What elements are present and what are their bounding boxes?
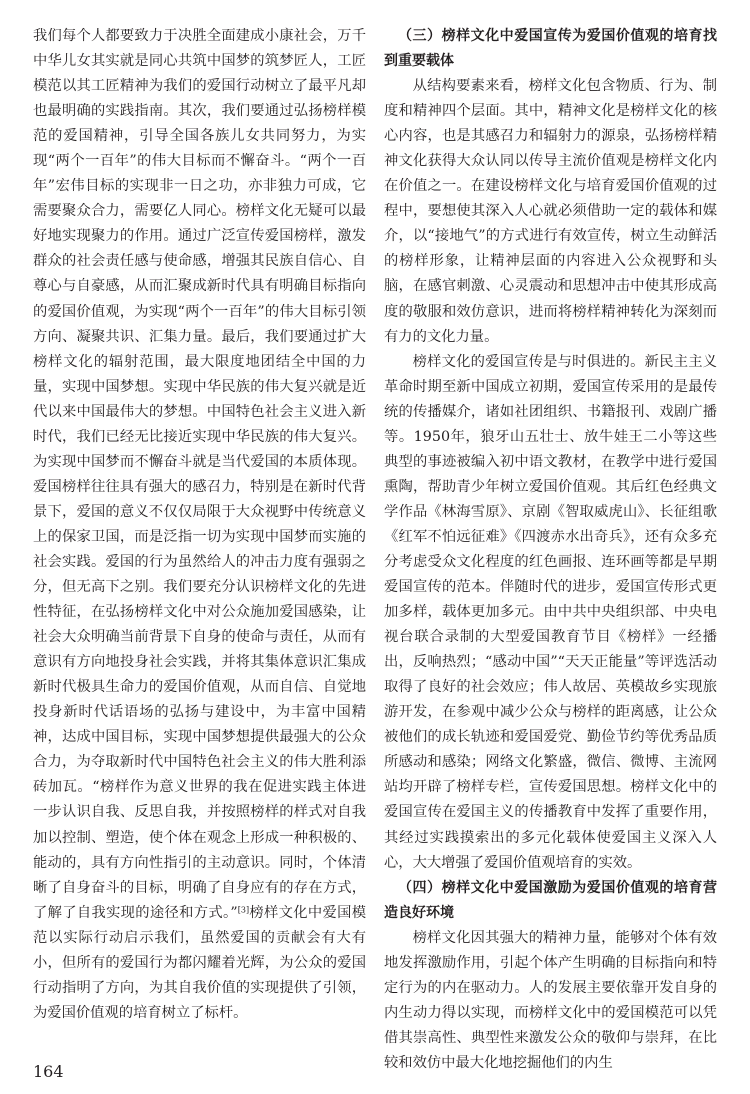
page-number: 164 (33, 1062, 64, 1081)
left-column (33, 24, 366, 1026)
right-column (384, 24, 717, 1076)
paragraph-text-part2: 榜样文化中爱国模范以实际行动启示我们，虽然爱国的贡献会有大有小，但所有的爱国行为都闪耀着光辉，为公众的爱国行动指明了方向，为其自我价值的实现提供了引领，为爱国价值观的培育树立了标杆。 (33, 904, 366, 1021)
section-heading-4: （四）榜样文化中爱国激励为爱国价值观的培育营造良好环境 (384, 879, 717, 921)
paragraph-text-part1: 我们每个人都要致力于决胜全面建成小康社会，万千中华儿女其实就是同心共筑中国梦的筑梦匠人，工匠模范以其工匠精神为我们的爱国行动树立了最平凡却也最明确的实践指南。其次，我们要通过弘扬榜样模范的爱国精神，引导全国各族儿女共同努力，为实现“两个一百年”的伟大目标而不懈奋斗。“两个一百年”宏伟目标的实现非一日之功，亦非独力可成，它需要聚众合力，需要亿人同心。榜样文化无疑可以最好地实现聚力的作用。通过广泛宣传爱国榜样，激发群众的社会责任感与使命感，增强其民族自信心、自尊心与自豪感，从而汇聚成新时代具有明确目标指向的爱国价值观，为实现“两个一百年”的伟大目标引领方向、凝聚共识、汇集力量。最后，我们要通过扩大榜样文化的辐射范围，最大限度地团结全中国的力量，实现中国梦想。实现中华民族的伟大复兴就是近代以来中国最伟大的梦想。中国特色社会主义进入新时代，我们已经无比接近实现中华民族的伟大复兴。为实现中国梦而不懈奋斗就是当代爱国的本质体现。爱国榜样往往具有强大的感召力，特别是在新时代背景下，爱国的意义不仅仅局限于大众视野中传统意义上的保家卫国，而是泛指一切为实现中国梦而实施的社会实践。爱国的行为虽然给人的冲击力度有强弱之分，但无高下之别。我们要充分认识榜样文化的先进性特征，在弘扬榜样文化中对公众施加爱国感染，让社会大众明确当前背景下自身的使命与责任，从而有意识有方向地投身社会实践，并将其集体意识汇集成新时代极具生命力的爱国价值观，从而自信、自觉地投身新时代话语场的弘扬与建设中，为丰富中国精神，达成中国目标，实现中国梦想提供最强大的公众合力，为夺取新时代中国特色社会主义的伟大胜利添砖加瓦。“榜样作为意义世界的我在促进实践主体进一步认识自我、反思自我，并按照榜样的样式对自我加以控制、塑造，使个体在观念上形成一种积极的、能动的，具有方向性指引的主动意识。同时，个体清晰了自身奋斗的目标，明确了自身应有的存在方式，了解了自我实现的途径和方式。” (33, 28, 366, 921)
section-heading-3: （三）榜样文化中爱国宣传为爱国价值观的培育找到重要载体 (384, 28, 717, 70)
citation-reference: [3] (237, 905, 250, 915)
paragraph-patriotic-publicity: 榜样文化的爱国宣传是与时俱进的。新民主主义革命时期至新中国成立初期，爱国宣传采用的是最传统的传播媒介，诸如社团组织、书籍报刊、戏剧广播等。1950年，狼牙山五壮士、放牛娃王二小等这些典型的事迹被编入初中语文教材，在教学中进行爱国熏陶，帮助青少年树立爱国价值观。其后红色经典文学作品《林海雪原》、京剧《智取威虎山》、长征组歌《红军不怕远征难》《四渡赤水出奇兵》，还有众多充分考虑受众文化程度的红色画报、连环画等都是早期爱国宣传的范本。伴随时代的进步，爱国宣传形式更加多样，载体更加多元。由中共中央组织部、中央电视台联合录制的大型爱国教育节目《榜样》一经播出，反响热烈；“感动中国”“天天正能量”等评选活动取得了良好的社会效应；伟人故居、英模故乡实现旅游开发，在参观中减少公众与榜样的距离感，让公众被他们的成长轨迹和爱国爱党、勤俭节约等优秀品质所感动和感染；网络文化繁盛，微信、微博、主流网站均开辟了榜样专栏，宣传爱国思想。榜样文化中的爱国宣传在爱国主义的传播教育中发挥了重要作用，其经过实践摸索出的多元化载体使爱国主义深入人心，大大增强了爱国价值观培育的实效。 (384, 353, 717, 871)
paragraph-continuation (33, 24, 366, 1026)
paragraph-structure-elements: 从结构要素来看，榜样文化包含物质、行为、制度和精神四个层面。其中，精神文化是榜样文化的核心内容，也是其感召力和辐射力的源泉，弘扬榜样精神文化获得大众认同以传导主流价值观是榜样文化内在价值之一。在建设榜样文化与培育爱国价值观的过程中，要想使其深入人心就必须借助一定的载体和媒介，以“接地气”的方式进行有效宣传，树立生动鲜活的榜样形象，让精神层面的内容进入公众视野和头脑，在感官刺激、心灵震动和思想冲击中使其形成高度的敬服和效仿意识，进而将榜样精神转化为深刻而有力的文化力量。 (384, 78, 717, 345)
paragraph-patriotic-incentive: 榜样文化因其强大的精神力量，能够对个体有效地发挥激励作用，引起个体产生明确的目标指向和特定行为的内在驱动力。人的发展主要依靠开发自身的内生动力得以实现，而榜样文化中的爱国模范可以凭借其崇高性、典型性来激发公众的敬仰与崇拜，在比较和效仿中最大化地挖掘他们的内生 (384, 929, 717, 1071)
